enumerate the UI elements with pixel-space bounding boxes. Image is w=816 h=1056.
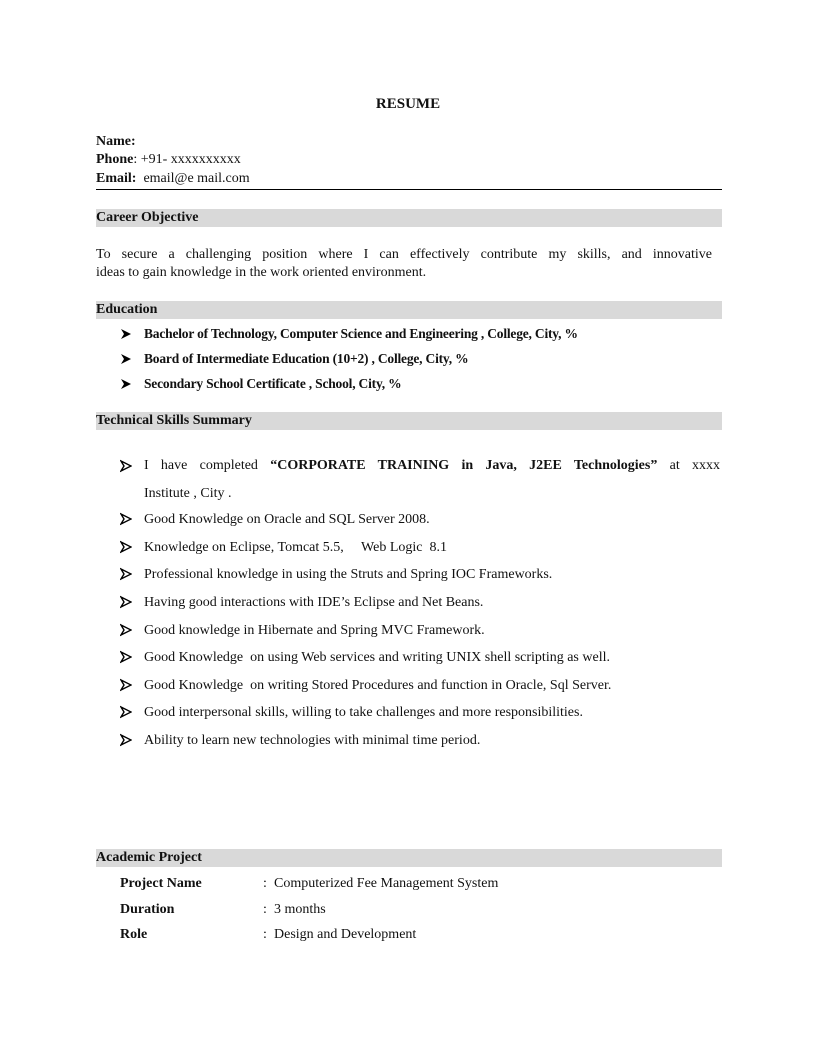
education-item-text: Bachelor of Technology, Computer Science and Engineering , College, City, % [144,326,578,341]
skill-item-text: Knowledge on Eclipse, Tomcat 5.5, Web Logic 8.1 [144,540,447,555]
project-field-colon: : [263,927,267,942]
arrow-bullet-icon [120,622,134,638]
project-field-value: 3 months [274,902,326,917]
skill-item [120,704,722,722]
project-field-colon: : [263,876,267,891]
skill-item [120,511,722,529]
email-label: Email: [96,171,137,186]
section-heading-technical-skills [96,412,722,430]
skill-item-text: Good knowledge in Hibernate and Spring MVC Framework. [144,623,485,638]
project-field-label: Project Name [120,876,202,891]
arrow-bullet-icon [120,326,134,342]
education-item-text: Secondary School Certificate , School, City, % [144,376,402,391]
skill-item-text: Good Knowledge on using Web services and writing UNIX shell scripting as well. [144,650,610,665]
skill-item-text: Good Knowledge on Oracle and SQL Server 2008. [144,512,430,527]
arrow-bullet-icon [120,649,134,665]
section-heading-education [96,301,722,319]
project-row [120,925,722,945]
project-heading-text: Academic Project [96,850,202,865]
education-heading-text: Education [96,302,158,317]
project-field-value: Design and Development [274,927,417,942]
project-row [120,900,722,920]
skill-item-text [144,452,720,508]
skill-item-text: Professional knowledge in using the Struts and Spring IOC Frameworks. [144,567,553,582]
skill-item-text: Having good interactions with IDE’s Eclipse and Net Beans. [144,595,484,610]
education-item [120,376,722,394]
skill-training-highlight: “CORPORATE TRAINING in Java, J2EE Technologies” [270,458,658,473]
objective-line-1: To secure a challenging position where I can effectively contribute my skills, and innovative [96,247,712,262]
arrow-bullet-icon [120,594,134,610]
phone-value: : +91- xxxxxxxxxx [133,152,241,167]
skill-item-text: Ability to learn new technologies with minimal time period. [144,733,481,748]
objective-line-2: ideas to gain knowledge in the work oriented environment. [96,265,427,280]
email-value: email@e mail.com [143,171,250,186]
education-item-text: Board of Intermediate Education (10+2) , College, City, % [144,351,469,366]
arrow-bullet-icon [120,539,134,555]
skill-training-pre: I have completed [144,458,271,473]
education-item [120,326,722,344]
skill-item [120,539,722,557]
skills-heading-text: Technical Skills Summary [96,413,252,428]
skill-training-post: at xxxx [657,458,720,473]
skill-item [120,677,722,695]
arrow-bullet-icon [120,458,134,474]
skill-item [120,594,722,612]
project-field-value: Computerized Fee Management System [274,876,499,891]
skill-item [120,622,722,640]
section-heading-career-objective [96,209,722,227]
project-field-colon: : [263,902,267,917]
project-row [120,874,722,894]
skill-item-text: Good Knowledge on writing Stored Procedures and function in Oracle, Sql Server. [144,678,612,693]
arrow-bullet-icon [120,376,134,392]
skill-item [120,649,722,667]
career-objective-text [96,246,712,282]
phone-label: Phone [96,152,134,167]
header-divider [96,189,722,190]
project-field-label: Role [120,927,148,942]
project-field-label: Duration [120,902,175,917]
skill-item [120,732,722,750]
arrow-bullet-icon [120,732,134,748]
skill-item-text: Good interpersonal skills, willing to take challenges and more responsibilities. [144,705,583,720]
skill-item [120,566,722,584]
name-label: Name: [96,134,136,149]
resume-title: RESUME [375,96,441,112]
education-item [120,351,722,369]
skill-training-line-2: Institute , City . [144,486,232,501]
arrow-bullet-icon [120,566,134,582]
skill-item [120,452,722,508]
arrow-bullet-icon [120,704,134,720]
career-objective-heading-text: Career Objective [96,210,199,225]
arrow-bullet-icon [120,511,134,527]
arrow-bullet-icon [120,677,134,693]
arrow-bullet-icon [120,351,134,367]
section-heading-academic-project [96,849,722,867]
